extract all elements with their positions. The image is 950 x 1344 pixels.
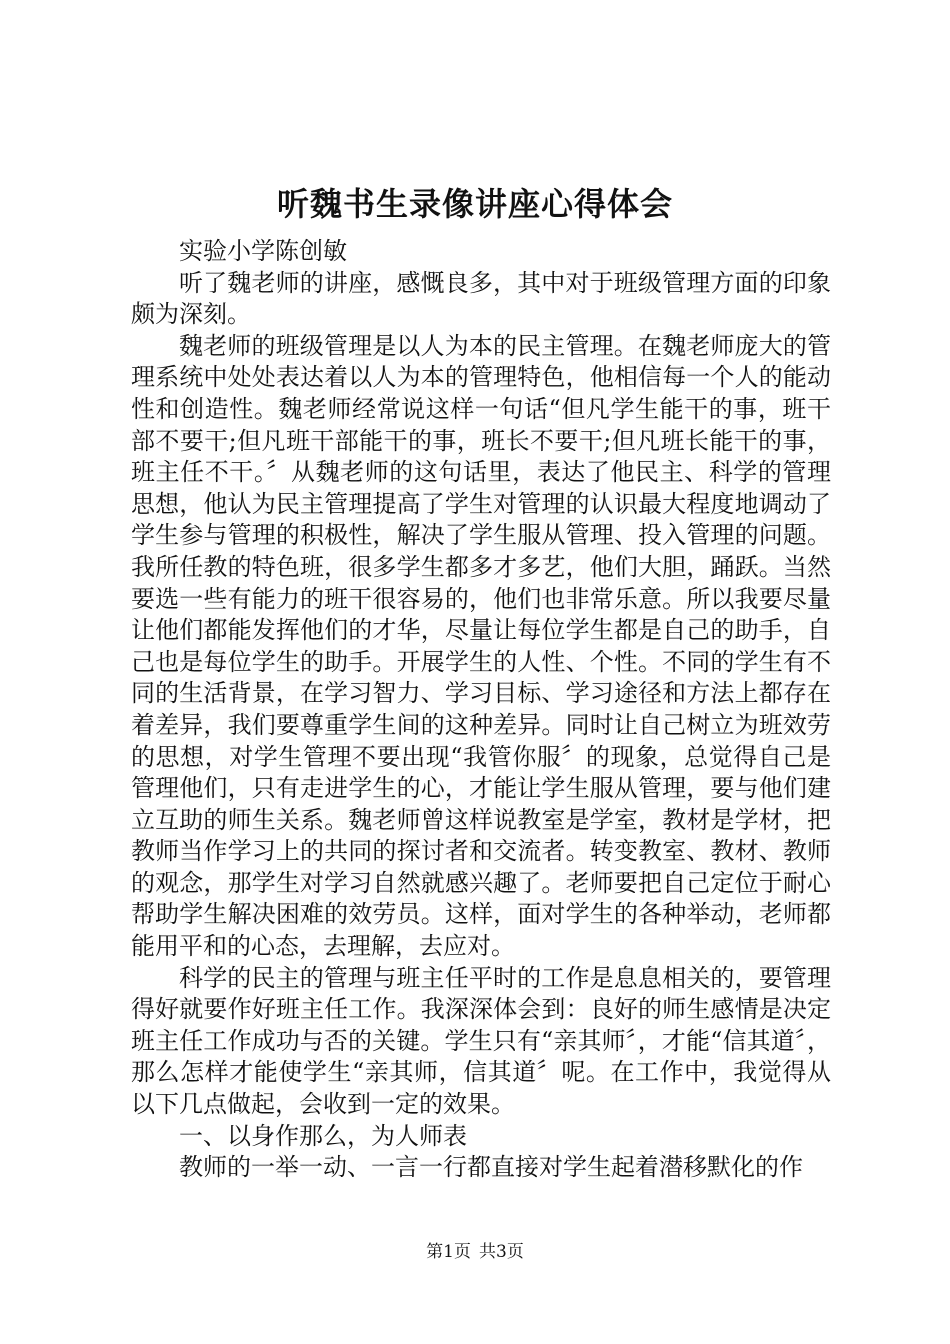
author-line: 实验小学陈创敏	[179, 237, 347, 265]
page-footer	[0, 1240, 950, 1264]
section-heading: 一、以身作那么，为人师表	[179, 1121, 467, 1150]
page-total: 共3页	[479, 1242, 524, 1262]
page-number: 第1页	[426, 1242, 471, 1262]
paragraph: 魏老师的班级管理是以人为本的民主管理。在魏老师庞大的管理系统中处处表达着以人为本的管理特色，他相信每一个人的能动性和创造性。魏老师经常说这样一句话“但凡学生能干的事，班干部不要干;但凡班干部能干的事，班长不要干;但凡班长能干的事，班主任不干。〞从魏老师的这句话里，表达了他民主、科学的管理思想，他认为民主管理提高了学生对管理的认识最大程度地调动了学生参与管理的积极性，解决了学生服从管理、投入管理的问题。我所任教的特色班，很多学生都多才多艺，他们大胆，踊跃。当然要选一些有能力的班干很容易的，他们也非常乐意。所以我要尽量让他们都能发挥他们的才华，尽量让每位学生都是自己的助手，自己也是每位学生的助手。开展学生的人性、个性。不同的学生有不同的生活背景，在学习智力、学习目标、学习途径和方法上都存在着差异，我们要尊重学生间的这种差异。同时让自己树立为班效劳的思想，对学生管理不要出现“我管你服〞的现象，总觉得自己是管理他们，只有走进学生的心，才能让学生服从管理，要与他们建立互助的师生关系。魏老师曾这样说教室是学室，教材是学材，把教师当作学习上的共同的探讨者和交流者。转变教室、教材、教师的观念，那学生对学习自然就感兴趣了。老师要把自己定位于耐心帮助学生解决困难的效劳员。这样，面对学生的各种举动，老师都能用平和的心态，去理解，去应对。	[131, 331, 831, 961]
document-body	[131, 236, 831, 1184]
paragraph: 教师的一举一动、一言一行都直接对学生起着潜移默化的作	[179, 1153, 803, 1182]
document-title: 听魏书生录像讲座心得体会	[276, 185, 673, 223]
paragraph: 听了魏老师的讲座，感慨良多，其中对于班级管理方面的印象颇为深刻。	[131, 268, 831, 329]
paragraph: 科学的民主的管理与班主任平时的工作是息息相关的，要管理得好就要作好班主任工作。我深深体会到：良好的师生感情是决定班主任工作成功与否的关键。学生只有“亲其师〞，才能“信其道〞，那么怎样才能使学生“亲其师，信其道〞呢。在工作中，我觉得从以下几点做起，会收到一定的效果。	[131, 963, 831, 1119]
